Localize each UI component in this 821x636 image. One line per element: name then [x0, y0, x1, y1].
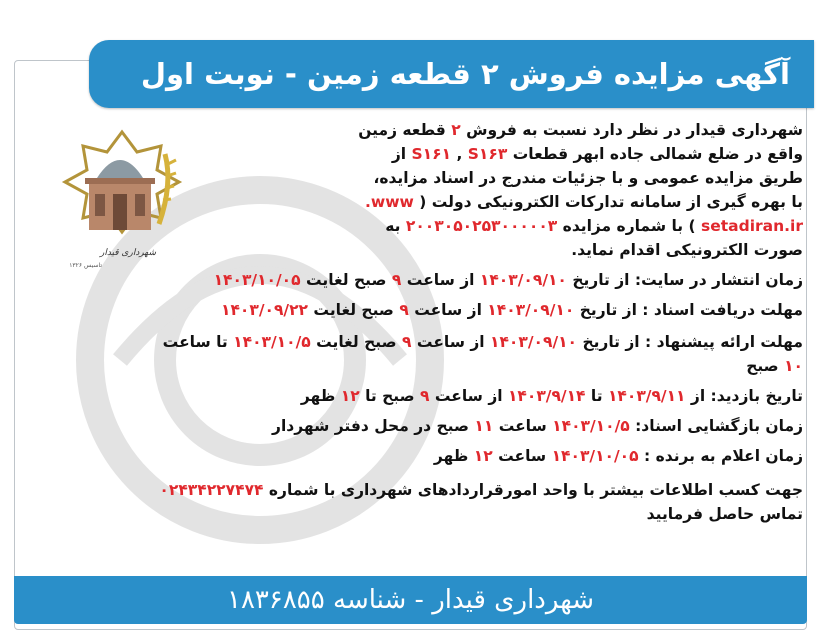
- paragraph-line: صورت الکترونیکی اقدام نماید.: [571, 241, 803, 259]
- paragraph-line: [392, 142, 803, 166]
- auction-number: ۲۰۰۳۰۵۰۲۵۳۰۰۰۰۰۳: [405, 217, 558, 235]
- hour-value: ۱۲: [340, 387, 360, 405]
- text-segment: شهرداری قیدار در نظر دارد نسبت به فروش: [466, 121, 803, 139]
- hour-value: ۹: [399, 301, 409, 319]
- text-segment: مهلت ارائه پیشنهاد : از تاریخ: [582, 333, 803, 351]
- text-segment: زمان انتشار در سایت: از تاریخ: [572, 271, 803, 289]
- text-segment: واقع در ضلع شمالی جاده ابهر قطعات: [512, 145, 803, 163]
- page-title: آگهی مزایده فروش ۲ قطعه زمین - نوبت اول: [140, 57, 790, 91]
- hour-value: ۹: [391, 271, 402, 289]
- contact-line: [159, 478, 803, 502]
- text-segment: زمان بازگشایی اسناد:: [635, 417, 803, 435]
- phone-number: ۰۲۴۳۴۲۲۷۴۷۴: [159, 481, 264, 499]
- text-segment: از ساعت: [414, 301, 482, 319]
- text-segment: ساعت: [498, 447, 547, 465]
- schedule-opening: [272, 414, 803, 438]
- text-segment: از: [391, 145, 407, 163]
- footer-text: شهرداری قیدار - شناسه ۱۸۳۶۸۵۵: [226, 585, 594, 615]
- paragraph-line: [385, 214, 803, 238]
- schedule-proposal: [163, 330, 803, 354]
- text-segment: از ساعت: [406, 271, 475, 289]
- date-value: ۱۴۰۳/۹/۱۱: [607, 387, 686, 405]
- text-segment: به: [385, 217, 401, 235]
- text-segment: ظهر: [433, 447, 469, 465]
- contact-line: تماس حاصل فرمایید: [646, 505, 803, 523]
- date-value: ۱۴۰۳/۰۹/۱۰: [487, 301, 575, 319]
- text-segment: صبح لغایت: [306, 271, 387, 289]
- schedule-visit: [301, 384, 803, 408]
- text-segment: صبح: [746, 357, 779, 375]
- text-segment: قطعه زمین: [358, 121, 446, 139]
- text-segment: با بهره گیری از سامانه تدارکات الکترونیکی دولت (: [419, 193, 803, 211]
- text-segment: تا ساعت: [162, 333, 228, 351]
- lot-code: S۱۶۳: [467, 145, 508, 163]
- date-value: ۱۴۰۳/۱۰/۰۵: [213, 271, 301, 289]
- text-segment: از ساعت: [416, 333, 485, 351]
- text-segment: تا: [590, 387, 603, 405]
- text-segment: زمان اعلام به برنده :: [644, 447, 803, 465]
- text-segment: ظهر: [300, 387, 336, 405]
- text-segment: صبح تا: [365, 387, 415, 405]
- text-segment: صبح لغایت: [313, 301, 394, 319]
- hour-value: ۱۲: [473, 447, 493, 465]
- date-value: ۱۴۰۳/۰۹/۲۲: [220, 301, 308, 319]
- schedule-publish: [214, 268, 803, 292]
- paragraph-line: طریق مزایده عمومی و با جزئیات مندرج در اسناد مزایده،: [373, 169, 803, 187]
- date-value: ۱۴۰۳/۹/۱۴: [507, 387, 586, 405]
- text-segment: صبح در محل دفتر شهردار: [272, 417, 469, 435]
- paragraph-line: [365, 190, 803, 214]
- schedule-proposal-cont: [746, 354, 803, 378]
- logo-caption: شهرداری قیدار: [99, 248, 156, 258]
- text-segment: مهلت دریافت اسناد : از تاریخ: [579, 301, 803, 319]
- date-value: ۱۴۰۳/۰۹/۱۰: [479, 271, 567, 289]
- website-link[interactable]: setadiran.ir: [701, 217, 803, 235]
- date-value: ۱۴۰۳/۱۰/۵: [552, 417, 630, 435]
- schedule-documents: [221, 298, 803, 322]
- date-value: ۱۴۰۳/۰۹/۱۰: [490, 333, 578, 351]
- text-segment: ,: [456, 145, 463, 163]
- hour-value: ۱۰: [784, 357, 803, 375]
- text-segment: جهت کسب اطلاعات بیشتر با واحد امورقراردادهای شهرداری با شماره: [268, 481, 803, 499]
- website-link[interactable]: www.: [365, 193, 414, 211]
- hour-value: ۹: [402, 333, 412, 351]
- text-segment: صبح لغایت: [316, 333, 397, 351]
- date-value: ۱۴۰۳/۱۰/۵: [233, 333, 311, 351]
- lot-code: S۱۶۱: [411, 145, 452, 163]
- text-segment: از ساعت: [434, 387, 503, 405]
- lot-count: ۲: [451, 121, 461, 139]
- hour-value: ۹: [419, 387, 430, 405]
- logo-note: تاسیس ۱۳۲۶: [69, 262, 102, 269]
- hour-value: ۱۱: [474, 417, 494, 435]
- text-segment: ) با شماره مزایده: [562, 217, 696, 235]
- text-segment: ساعت: [498, 417, 547, 435]
- text-segment: تاریخ بازدید: از: [690, 387, 803, 405]
- paragraph-line: [358, 118, 803, 142]
- schedule-winner: [434, 444, 803, 468]
- date-value: ۱۴۰۳/۱۰/۰۵: [551, 447, 639, 465]
